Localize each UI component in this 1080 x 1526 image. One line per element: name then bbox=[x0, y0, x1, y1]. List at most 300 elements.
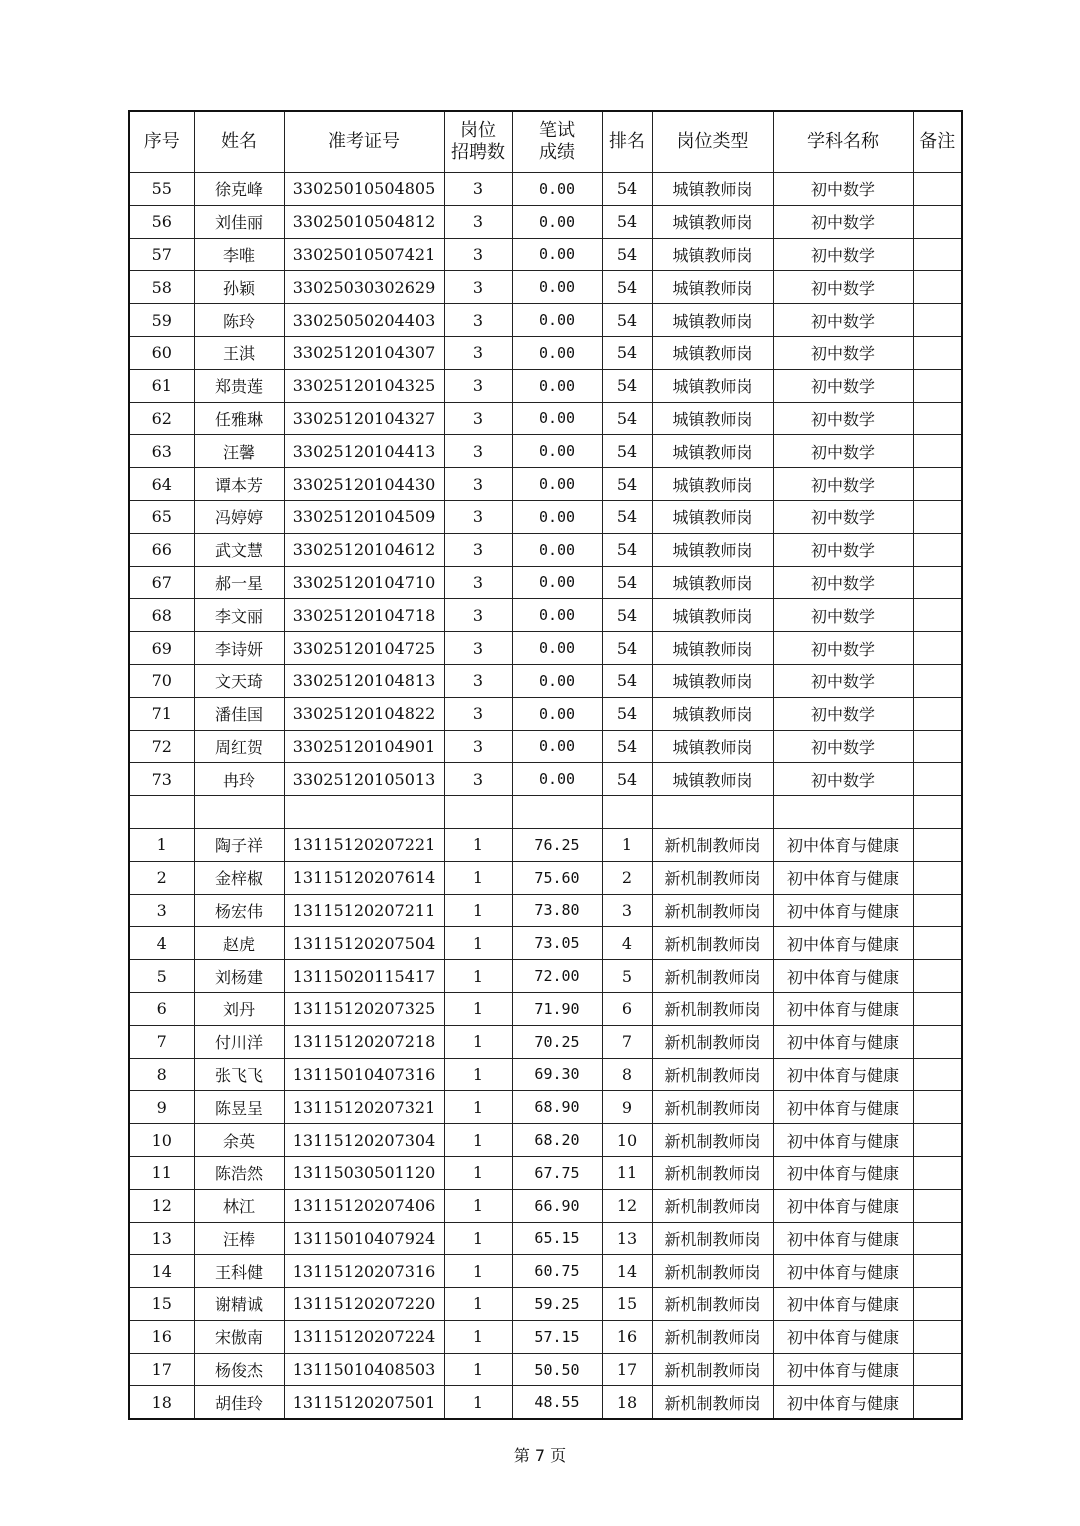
quota-cell: 3 bbox=[444, 697, 512, 730]
rank-cell: 54 bbox=[602, 599, 652, 632]
exam-id-cell: 13115120207316 bbox=[284, 1255, 444, 1288]
rank-cell: 54 bbox=[602, 763, 652, 796]
rank-cell: 54 bbox=[602, 533, 652, 566]
subject-cell: 初中体育与健康 bbox=[773, 1189, 913, 1222]
post-type-cell: 新机制教师岗 bbox=[652, 1058, 773, 1091]
table-row bbox=[129, 861, 962, 894]
post-type-cell: 城镇教师岗 bbox=[652, 238, 773, 271]
quota-cell: 1 bbox=[444, 1353, 512, 1386]
exam-id-cell: 13115120207211 bbox=[284, 894, 444, 927]
remark-cell bbox=[913, 1222, 962, 1255]
subject-cell: 初中体育与健康 bbox=[773, 1353, 913, 1386]
seq-cell: 9 bbox=[129, 1091, 194, 1124]
post-type-cell: 城镇教师岗 bbox=[652, 435, 773, 468]
post-type-cell: 新机制教师岗 bbox=[652, 1320, 773, 1353]
score-cell: 0.00 bbox=[512, 369, 602, 402]
name-cell: 李唯 bbox=[194, 238, 284, 271]
quota-cell: 1 bbox=[444, 1320, 512, 1353]
score-cell: 57.15 bbox=[512, 1320, 602, 1353]
rank-cell: 14 bbox=[602, 1255, 652, 1288]
subject-cell: 初中体育与健康 bbox=[773, 927, 913, 960]
subject-cell: 初中体育与健康 bbox=[773, 861, 913, 894]
rank-cell: 54 bbox=[602, 697, 652, 730]
seq-cell: 58 bbox=[129, 271, 194, 304]
score-cell: 69.30 bbox=[512, 1058, 602, 1091]
seq-cell: 64 bbox=[129, 468, 194, 501]
seq-cell: 13 bbox=[129, 1222, 194, 1255]
subject-cell: 初中数学 bbox=[773, 632, 913, 665]
quota-cell: 1 bbox=[444, 927, 512, 960]
remark-cell bbox=[913, 1353, 962, 1386]
quota-cell: 3 bbox=[444, 369, 512, 402]
exam-id-cell: 13115020115417 bbox=[284, 960, 444, 993]
exam-id-cell: 33025120104325 bbox=[284, 369, 444, 402]
table-row bbox=[129, 1091, 962, 1124]
remark-cell bbox=[913, 336, 962, 369]
seq-cell: 4 bbox=[129, 927, 194, 960]
remark-cell bbox=[913, 927, 962, 960]
exam-id-cell: 33025120104725 bbox=[284, 632, 444, 665]
header-cell: 岗位 招聘数 bbox=[444, 111, 512, 173]
table-row bbox=[129, 369, 962, 402]
score-cell: 0.00 bbox=[512, 336, 602, 369]
post-type-cell: 城镇教师岗 bbox=[652, 697, 773, 730]
remark-cell bbox=[913, 992, 962, 1025]
remark-cell bbox=[913, 1255, 962, 1288]
remark-cell bbox=[913, 566, 962, 599]
table-row bbox=[129, 304, 962, 337]
score-cell: 71.90 bbox=[512, 992, 602, 1025]
remark-cell bbox=[913, 730, 962, 763]
remark-cell bbox=[913, 1025, 962, 1058]
score-cell: 72.00 bbox=[512, 960, 602, 993]
name-cell: 汪棒 bbox=[194, 1222, 284, 1255]
exam-id-cell: 33025120104718 bbox=[284, 599, 444, 632]
rank-cell: 54 bbox=[602, 402, 652, 435]
exam-id-cell: 13115120207220 bbox=[284, 1288, 444, 1321]
rank-cell: 3 bbox=[602, 894, 652, 927]
quota-cell: 3 bbox=[444, 500, 512, 533]
score-cell: 0.00 bbox=[512, 697, 602, 730]
subject-cell: 初中体育与健康 bbox=[773, 1320, 913, 1353]
exam-id-cell: 13115120207224 bbox=[284, 1320, 444, 1353]
quota-cell: 3 bbox=[444, 599, 512, 632]
exam-id-cell: 33025120104822 bbox=[284, 697, 444, 730]
quota-cell: 3 bbox=[444, 402, 512, 435]
seq-cell bbox=[129, 796, 194, 829]
name-cell: 任雅琳 bbox=[194, 402, 284, 435]
remark-cell bbox=[913, 205, 962, 238]
post-type-cell: 新机制教师岗 bbox=[652, 828, 773, 861]
table-row bbox=[129, 1058, 962, 1091]
name-cell: 陶子祥 bbox=[194, 828, 284, 861]
subject-cell: 初中数学 bbox=[773, 271, 913, 304]
remark-cell bbox=[913, 861, 962, 894]
rank-cell: 54 bbox=[602, 468, 652, 501]
seq-cell: 2 bbox=[129, 861, 194, 894]
exam-id-cell: 13115120207614 bbox=[284, 861, 444, 894]
subject-cell: 初中体育与健康 bbox=[773, 1124, 913, 1157]
table-row bbox=[129, 992, 962, 1025]
exam-id-cell: 33025120104710 bbox=[284, 566, 444, 599]
post-type-cell: 新机制教师岗 bbox=[652, 960, 773, 993]
rank-cell: 54 bbox=[602, 304, 652, 337]
quota-cell: 3 bbox=[444, 336, 512, 369]
rank-cell: 54 bbox=[602, 271, 652, 304]
subject-cell: 初中数学 bbox=[773, 566, 913, 599]
subject-cell: 初中体育与健康 bbox=[773, 1058, 913, 1091]
table-row bbox=[129, 1124, 962, 1157]
rank-cell bbox=[602, 796, 652, 829]
post-type-cell: 城镇教师岗 bbox=[652, 336, 773, 369]
table-row bbox=[129, 960, 962, 993]
remark-cell bbox=[913, 500, 962, 533]
name-cell: 潘佳国 bbox=[194, 697, 284, 730]
exam-id-cell: 13115010408503 bbox=[284, 1353, 444, 1386]
score-cell: 73.80 bbox=[512, 894, 602, 927]
rank-cell: 1 bbox=[602, 828, 652, 861]
table-row bbox=[129, 697, 962, 730]
quota-cell: 1 bbox=[444, 894, 512, 927]
rank-cell: 18 bbox=[602, 1386, 652, 1419]
exam-id-cell: 13115120207321 bbox=[284, 1091, 444, 1124]
subject-cell: 初中体育与健康 bbox=[773, 1288, 913, 1321]
name-cell: 宋傲南 bbox=[194, 1320, 284, 1353]
remark-cell bbox=[913, 238, 962, 271]
score-cell: 0.00 bbox=[512, 500, 602, 533]
seq-cell: 14 bbox=[129, 1255, 194, 1288]
seq-cell: 15 bbox=[129, 1288, 194, 1321]
name-cell: 胡佳玲 bbox=[194, 1386, 284, 1419]
subject-cell: 初中体育与健康 bbox=[773, 1386, 913, 1419]
quota-cell: 1 bbox=[444, 1189, 512, 1222]
header-cell: 准考证号 bbox=[284, 111, 444, 173]
post-type-cell: 新机制教师岗 bbox=[652, 1255, 773, 1288]
seq-cell: 11 bbox=[129, 1156, 194, 1189]
exam-id-cell: 13115010407316 bbox=[284, 1058, 444, 1091]
table-row bbox=[129, 238, 962, 271]
post-type-cell: 城镇教师岗 bbox=[652, 664, 773, 697]
subject-cell: 初中体育与健康 bbox=[773, 1222, 913, 1255]
seq-cell: 72 bbox=[129, 730, 194, 763]
header-cell: 排名 bbox=[602, 111, 652, 173]
quota-cell: 3 bbox=[444, 533, 512, 566]
table-row bbox=[129, 402, 962, 435]
quota-cell: 1 bbox=[444, 1091, 512, 1124]
rank-cell: 13 bbox=[602, 1222, 652, 1255]
name-cell: 郝一星 bbox=[194, 566, 284, 599]
exam-id-cell bbox=[284, 796, 444, 829]
exam-id-cell: 33025120104430 bbox=[284, 468, 444, 501]
table-row bbox=[129, 468, 962, 501]
name-cell: 周红贺 bbox=[194, 730, 284, 763]
seq-cell: 70 bbox=[129, 664, 194, 697]
seq-cell: 16 bbox=[129, 1320, 194, 1353]
seq-cell: 67 bbox=[129, 566, 194, 599]
score-cell: 0.00 bbox=[512, 304, 602, 337]
exam-id-cell: 33025120104307 bbox=[284, 336, 444, 369]
table-row bbox=[129, 894, 962, 927]
name-cell: 郑贵莲 bbox=[194, 369, 284, 402]
post-type-cell: 新机制教师岗 bbox=[652, 1124, 773, 1157]
seq-cell: 8 bbox=[129, 1058, 194, 1091]
name-cell: 汪馨 bbox=[194, 435, 284, 468]
subject-cell: 初中数学 bbox=[773, 336, 913, 369]
remark-cell bbox=[913, 796, 962, 829]
remark-cell bbox=[913, 1386, 962, 1419]
score-cell: 0.00 bbox=[512, 664, 602, 697]
seq-cell: 71 bbox=[129, 697, 194, 730]
rank-cell: 4 bbox=[602, 927, 652, 960]
rank-cell: 11 bbox=[602, 1156, 652, 1189]
seq-cell: 62 bbox=[129, 402, 194, 435]
exam-id-cell: 33025120104901 bbox=[284, 730, 444, 763]
table-row bbox=[129, 1353, 962, 1386]
remark-cell bbox=[913, 632, 962, 665]
post-type-cell: 城镇教师岗 bbox=[652, 369, 773, 402]
seq-cell: 7 bbox=[129, 1025, 194, 1058]
table-row bbox=[129, 271, 962, 304]
exam-id-cell: 33025120104509 bbox=[284, 500, 444, 533]
remark-cell bbox=[913, 1058, 962, 1091]
quota-cell bbox=[444, 796, 512, 829]
score-cell: 0.00 bbox=[512, 730, 602, 763]
score-cell: 0.00 bbox=[512, 402, 602, 435]
exam-id-cell: 13115120207501 bbox=[284, 1386, 444, 1419]
post-type-cell: 新机制教师岗 bbox=[652, 894, 773, 927]
rank-cell: 10 bbox=[602, 1124, 652, 1157]
seq-cell: 73 bbox=[129, 763, 194, 796]
score-cell: 0.00 bbox=[512, 566, 602, 599]
remark-cell bbox=[913, 271, 962, 304]
remark-cell bbox=[913, 402, 962, 435]
name-cell: 赵虎 bbox=[194, 927, 284, 960]
rank-cell: 16 bbox=[602, 1320, 652, 1353]
name-cell: 谭本芳 bbox=[194, 468, 284, 501]
name-cell: 杨宏伟 bbox=[194, 894, 284, 927]
seq-cell: 6 bbox=[129, 992, 194, 1025]
quota-cell: 1 bbox=[444, 1222, 512, 1255]
score-cell: 67.75 bbox=[512, 1156, 602, 1189]
rank-cell: 54 bbox=[602, 205, 652, 238]
remark-cell bbox=[913, 1124, 962, 1157]
exam-id-cell: 33025010504812 bbox=[284, 205, 444, 238]
table-row bbox=[129, 828, 962, 861]
table-row bbox=[129, 599, 962, 632]
post-type-cell: 城镇教师岗 bbox=[652, 271, 773, 304]
rank-cell: 8 bbox=[602, 1058, 652, 1091]
seq-cell: 3 bbox=[129, 894, 194, 927]
table-row bbox=[129, 500, 962, 533]
quota-cell: 1 bbox=[444, 1025, 512, 1058]
table-row bbox=[129, 763, 962, 796]
post-type-cell: 新机制教师岗 bbox=[652, 992, 773, 1025]
header-cell: 姓名 bbox=[194, 111, 284, 173]
name-cell: 冉玲 bbox=[194, 763, 284, 796]
exam-id-cell: 33025030302629 bbox=[284, 271, 444, 304]
table-row bbox=[129, 1156, 962, 1189]
remark-cell bbox=[913, 304, 962, 337]
subject-cell: 初中数学 bbox=[773, 304, 913, 337]
table-body bbox=[129, 173, 962, 1420]
subject-cell: 初中数学 bbox=[773, 369, 913, 402]
remark-cell bbox=[913, 173, 962, 206]
quota-cell: 1 bbox=[444, 992, 512, 1025]
seq-cell: 56 bbox=[129, 205, 194, 238]
rank-cell: 54 bbox=[602, 435, 652, 468]
name-cell: 文天琦 bbox=[194, 664, 284, 697]
score-cell: 0.00 bbox=[512, 238, 602, 271]
quota-cell: 3 bbox=[444, 435, 512, 468]
seq-cell: 57 bbox=[129, 238, 194, 271]
table-row bbox=[129, 173, 962, 206]
header-cell: 岗位类型 bbox=[652, 111, 773, 173]
seq-cell: 17 bbox=[129, 1353, 194, 1386]
subject-cell: 初中数学 bbox=[773, 173, 913, 206]
subject-cell: 初中体育与健康 bbox=[773, 1156, 913, 1189]
quota-cell: 3 bbox=[444, 468, 512, 501]
post-type-cell: 城镇教师岗 bbox=[652, 599, 773, 632]
quota-cell: 1 bbox=[444, 1058, 512, 1091]
table-row bbox=[129, 1320, 962, 1353]
post-type-cell: 城镇教师岗 bbox=[652, 533, 773, 566]
subject-cell: 初中体育与健康 bbox=[773, 992, 913, 1025]
table-row bbox=[129, 435, 962, 468]
table-row bbox=[129, 1222, 962, 1255]
table-row bbox=[129, 1025, 962, 1058]
seq-cell: 12 bbox=[129, 1189, 194, 1222]
exam-id-cell: 33025120104327 bbox=[284, 402, 444, 435]
table-row bbox=[129, 664, 962, 697]
score-cell bbox=[512, 796, 602, 829]
post-type-cell: 城镇教师岗 bbox=[652, 468, 773, 501]
name-cell: 李文丽 bbox=[194, 599, 284, 632]
name-cell: 林江 bbox=[194, 1189, 284, 1222]
seq-cell: 10 bbox=[129, 1124, 194, 1157]
name-cell: 谢精诚 bbox=[194, 1288, 284, 1321]
table-row bbox=[129, 1189, 962, 1222]
exam-id-cell: 13115120207221 bbox=[284, 828, 444, 861]
exam-id-cell: 13115120207325 bbox=[284, 992, 444, 1025]
remark-cell bbox=[913, 697, 962, 730]
post-type-cell: 城镇教师岗 bbox=[652, 304, 773, 337]
post-type-cell: 新机制教师岗 bbox=[652, 1025, 773, 1058]
name-cell: 陈玲 bbox=[194, 304, 284, 337]
post-type-cell: 新机制教师岗 bbox=[652, 927, 773, 960]
score-cell: 65.15 bbox=[512, 1222, 602, 1255]
seq-cell: 65 bbox=[129, 500, 194, 533]
subject-cell: 初中数学 bbox=[773, 238, 913, 271]
name-cell: 杨俊杰 bbox=[194, 1353, 284, 1386]
score-table bbox=[128, 110, 963, 1420]
post-type-cell: 城镇教师岗 bbox=[652, 402, 773, 435]
quota-cell: 1 bbox=[444, 1124, 512, 1157]
rank-cell: 54 bbox=[602, 500, 652, 533]
name-cell: 金梓椒 bbox=[194, 861, 284, 894]
subject-cell: 初中数学 bbox=[773, 664, 913, 697]
exam-id-cell: 33025010507421 bbox=[284, 238, 444, 271]
remark-cell bbox=[913, 468, 962, 501]
name-cell: 王科健 bbox=[194, 1255, 284, 1288]
remark-cell bbox=[913, 599, 962, 632]
exam-id-cell: 33025120104612 bbox=[284, 533, 444, 566]
rank-cell: 2 bbox=[602, 861, 652, 894]
score-cell: 75.60 bbox=[512, 861, 602, 894]
score-cell: 66.90 bbox=[512, 1189, 602, 1222]
rank-cell: 6 bbox=[602, 992, 652, 1025]
subject-cell: 初中体育与健康 bbox=[773, 1255, 913, 1288]
post-type-cell: 新机制教师岗 bbox=[652, 1288, 773, 1321]
rank-cell: 54 bbox=[602, 238, 652, 271]
score-cell: 68.20 bbox=[512, 1124, 602, 1157]
score-cell: 0.00 bbox=[512, 468, 602, 501]
quota-cell: 3 bbox=[444, 271, 512, 304]
seq-cell: 18 bbox=[129, 1386, 194, 1419]
quota-cell: 3 bbox=[444, 664, 512, 697]
exam-id-cell: 13115120207504 bbox=[284, 927, 444, 960]
table-row bbox=[129, 566, 962, 599]
post-type-cell: 新机制教师岗 bbox=[652, 1222, 773, 1255]
name-cell: 付川洋 bbox=[194, 1025, 284, 1058]
name-cell: 李诗妍 bbox=[194, 632, 284, 665]
remark-cell bbox=[913, 894, 962, 927]
exam-id-cell: 13115030501120 bbox=[284, 1156, 444, 1189]
name-cell: 余英 bbox=[194, 1124, 284, 1157]
subject-cell: 初中数学 bbox=[773, 763, 913, 796]
name-cell: 张飞飞 bbox=[194, 1058, 284, 1091]
rank-cell: 54 bbox=[602, 369, 652, 402]
score-cell: 48.55 bbox=[512, 1386, 602, 1419]
rank-cell: 54 bbox=[602, 173, 652, 206]
post-type-cell: 新机制教师岗 bbox=[652, 861, 773, 894]
score-cell: 0.00 bbox=[512, 173, 602, 206]
exam-id-cell: 13115120207218 bbox=[284, 1025, 444, 1058]
rank-cell: 54 bbox=[602, 336, 652, 369]
post-type-cell: 新机制教师岗 bbox=[652, 1386, 773, 1419]
name-cell: 武文慧 bbox=[194, 533, 284, 566]
quota-cell: 1 bbox=[444, 861, 512, 894]
name-cell bbox=[194, 796, 284, 829]
header-cell: 笔试 成绩 bbox=[512, 111, 602, 173]
name-cell: 刘丹 bbox=[194, 992, 284, 1025]
post-type-cell: 新机制教师岗 bbox=[652, 1353, 773, 1386]
quota-cell: 1 bbox=[444, 1255, 512, 1288]
quota-cell: 1 bbox=[444, 1156, 512, 1189]
exam-id-cell: 33025120104413 bbox=[284, 435, 444, 468]
subject-cell: 初中数学 bbox=[773, 402, 913, 435]
score-cell: 76.25 bbox=[512, 828, 602, 861]
header-row bbox=[129, 111, 962, 173]
score-cell: 60.75 bbox=[512, 1255, 602, 1288]
post-type-cell: 城镇教师岗 bbox=[652, 173, 773, 206]
quota-cell: 3 bbox=[444, 730, 512, 763]
header-cell: 学科名称 bbox=[773, 111, 913, 173]
remark-cell bbox=[913, 533, 962, 566]
quota-cell: 3 bbox=[444, 173, 512, 206]
score-cell: 0.00 bbox=[512, 435, 602, 468]
rank-cell: 7 bbox=[602, 1025, 652, 1058]
subject-cell: 初中体育与健康 bbox=[773, 894, 913, 927]
score-cell: 68.90 bbox=[512, 1091, 602, 1124]
remark-cell bbox=[913, 1288, 962, 1321]
remark-cell bbox=[913, 435, 962, 468]
name-cell: 孙颖 bbox=[194, 271, 284, 304]
score-cell: 0.00 bbox=[512, 632, 602, 665]
exam-id-cell: 33025010504805 bbox=[284, 173, 444, 206]
subject-cell: 初中数学 bbox=[773, 435, 913, 468]
rank-cell: 5 bbox=[602, 960, 652, 993]
header-cell: 序号 bbox=[129, 111, 194, 173]
